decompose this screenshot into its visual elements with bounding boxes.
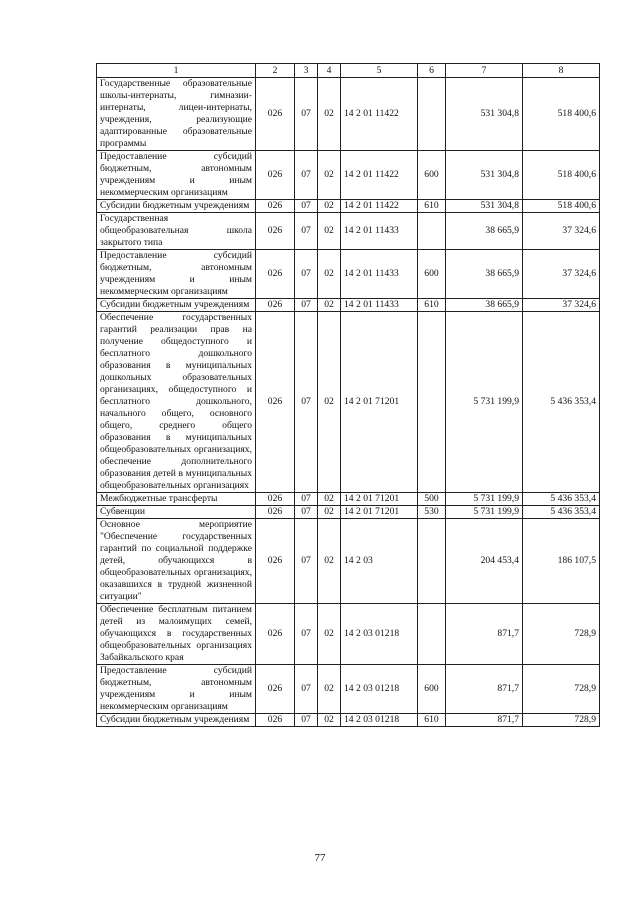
section-code: 07 xyxy=(295,151,318,200)
table-row xyxy=(97,506,600,519)
table-row xyxy=(97,299,600,312)
budget-item-name: Предоставление субсидий бюджетным, автономным учреждениям и иным некоммерческим организациям xyxy=(97,665,256,714)
amount-column-8: 5 436 353,4 xyxy=(523,506,600,519)
subsection-code: 02 xyxy=(318,250,341,299)
target-article-code: 14 2 01 71201 xyxy=(341,493,418,506)
budget-item-name: Государственные образовательные школы-интернаты, гимназии-интернаты, лицеи-интернаты, учреждения, реализующие адаптированные образовательные программы xyxy=(97,78,256,151)
subsection-code: 02 xyxy=(318,665,341,714)
ministry-code: 026 xyxy=(256,250,295,299)
ministry-code: 026 xyxy=(256,213,295,250)
table-row xyxy=(97,519,600,604)
amount-column-8: 37 324,6 xyxy=(523,213,600,250)
subsection-code: 02 xyxy=(318,299,341,312)
amount-column-8: 518 400,6 xyxy=(523,200,600,213)
target-article-code: 14 2 01 11422 xyxy=(341,78,418,151)
amount-column-8: 518 400,6 xyxy=(523,151,600,200)
subsection-code: 02 xyxy=(318,506,341,519)
target-article-code: 14 2 01 11422 xyxy=(341,151,418,200)
table-row xyxy=(97,665,600,714)
budget-item-name: Предоставление субсидий бюджетным, автономным учреждениям и иным некоммерческим организациям xyxy=(97,151,256,200)
subsection-code: 02 xyxy=(318,519,341,604)
target-article-code: 14 2 01 11433 xyxy=(341,299,418,312)
expense-type-code: 600 xyxy=(418,151,446,200)
table-row xyxy=(97,151,600,200)
target-article-code: 14 2 03 01218 xyxy=(341,604,418,665)
table-row xyxy=(97,78,600,151)
amount-column-7: 531 304,8 xyxy=(446,78,523,151)
amount-column-7: 204 453,4 xyxy=(446,519,523,604)
table-row xyxy=(97,493,600,506)
column-number-row xyxy=(97,64,600,78)
target-article-code: 14 2 03 01218 xyxy=(341,665,418,714)
target-article-code: 14 2 01 71201 xyxy=(341,312,418,493)
expense-type-code: 530 xyxy=(418,506,446,519)
amount-column-8: 518 400,6 xyxy=(523,78,600,151)
table-body xyxy=(97,78,600,727)
section-code: 07 xyxy=(295,299,318,312)
ministry-code: 026 xyxy=(256,506,295,519)
budget-item-name: Субсидии бюджетным учреждениям xyxy=(97,299,256,312)
subsection-code: 02 xyxy=(318,493,341,506)
target-article-code: 14 2 03 01218 xyxy=(341,714,418,727)
section-code: 07 xyxy=(295,665,318,714)
column-header: 7 xyxy=(446,64,523,78)
section-code: 07 xyxy=(295,604,318,665)
ministry-code: 026 xyxy=(256,299,295,312)
budget-item-name: Обеспечение государственных гарантий реализации прав на получение общедоступного и бесплатного дошкольного образования в муниципальных дошкольных образовательных организациях, общедоступного и бесплатного дошкольного, начального общего, основного общего, среднего общего образования в муниципальных общеобразовательных организациях, обеспечение дополнительного образования детей в муниципальных общеобразовательных организациях xyxy=(97,312,256,493)
target-article-code: 14 2 01 11433 xyxy=(341,213,418,250)
section-code: 07 xyxy=(295,78,318,151)
amount-column-7: 38 665,9 xyxy=(446,250,523,299)
expense-type-code xyxy=(418,604,446,665)
ministry-code: 026 xyxy=(256,200,295,213)
ministry-code: 026 xyxy=(256,78,295,151)
subsection-code: 02 xyxy=(318,312,341,493)
table-row xyxy=(97,250,600,299)
ministry-code: 026 xyxy=(256,604,295,665)
column-header: 3 xyxy=(295,64,318,78)
amount-column-7: 871,7 xyxy=(446,604,523,665)
budget-item-name: Основное мероприятие "Обеспечение государственных гарантий по социальной поддержке детей, обучающихся в общеобразовательных организациях, оказавшихся в трудной жизненной ситуации" xyxy=(97,519,256,604)
budget-item-name: Межбюджетные трансферты xyxy=(97,493,256,506)
amount-column-8: 37 324,6 xyxy=(523,299,600,312)
section-code: 07 xyxy=(295,213,318,250)
amount-column-7: 871,7 xyxy=(446,665,523,714)
target-article-code: 14 2 01 71201 xyxy=(341,506,418,519)
table-row xyxy=(97,200,600,213)
ministry-code: 026 xyxy=(256,312,295,493)
target-article-code: 14 2 03 xyxy=(341,519,418,604)
expense-type-code: 610 xyxy=(418,714,446,727)
expense-type-code xyxy=(418,78,446,151)
budget-item-name: Государственная общеобразовательная школа закрытого типа xyxy=(97,213,256,250)
section-code: 07 xyxy=(295,200,318,213)
expense-type-code xyxy=(418,213,446,250)
table-row xyxy=(97,213,600,250)
expense-type-code: 610 xyxy=(418,200,446,213)
budget-item-name: Субсидии бюджетным учреждениям xyxy=(97,714,256,727)
ministry-code: 026 xyxy=(256,151,295,200)
amount-column-8: 728,9 xyxy=(523,604,600,665)
expense-type-code xyxy=(418,312,446,493)
amount-column-8: 186 107,5 xyxy=(523,519,600,604)
target-article-code: 14 2 01 11422 xyxy=(341,200,418,213)
expense-type-code: 610 xyxy=(418,299,446,312)
column-header: 2 xyxy=(256,64,295,78)
budget-item-name: Обеспечение бесплатным питанием детей из малоимущих семей, обучающихся в государственных общеобразовательных организациях Забайкальского края xyxy=(97,604,256,665)
amount-column-7: 871,7 xyxy=(446,714,523,727)
budget-item-name: Субсидии бюджетным учреждениям xyxy=(97,200,256,213)
subsection-code: 02 xyxy=(318,213,341,250)
section-code: 07 xyxy=(295,312,318,493)
amount-column-8: 5 436 353,4 xyxy=(523,493,600,506)
table-row xyxy=(97,604,600,665)
amount-column-7: 38 665,9 xyxy=(446,299,523,312)
section-code: 07 xyxy=(295,714,318,727)
amount-column-7: 5 731 199,9 xyxy=(446,506,523,519)
subsection-code: 02 xyxy=(318,151,341,200)
ministry-code: 026 xyxy=(256,714,295,727)
subsection-code: 02 xyxy=(318,604,341,665)
page-number: 77 xyxy=(314,852,326,864)
amount-column-8: 37 324,6 xyxy=(523,250,600,299)
amount-column-7: 38 665,9 xyxy=(446,213,523,250)
amount-column-8: 728,9 xyxy=(523,665,600,714)
ministry-code: 026 xyxy=(256,493,295,506)
expense-type-code: 500 xyxy=(418,493,446,506)
budget-item-name: Субвенции xyxy=(97,506,256,519)
section-code: 07 xyxy=(295,519,318,604)
ministry-code: 026 xyxy=(256,665,295,714)
target-article-code: 14 2 01 11433 xyxy=(341,250,418,299)
section-code: 07 xyxy=(295,250,318,299)
column-header: 8 xyxy=(523,64,600,78)
expense-type-code: 600 xyxy=(418,665,446,714)
column-header: 5 xyxy=(341,64,418,78)
amount-column-7: 531 304,8 xyxy=(446,200,523,213)
section-code: 07 xyxy=(295,493,318,506)
ministry-code: 026 xyxy=(256,519,295,604)
table-row xyxy=(97,312,600,493)
amount-column-7: 5 731 199,9 xyxy=(446,493,523,506)
subsection-code: 02 xyxy=(318,714,341,727)
column-header: 4 xyxy=(318,64,341,78)
amount-column-8: 5 436 353,4 xyxy=(523,312,600,493)
amount-column-7: 5 731 199,9 xyxy=(446,312,523,493)
expense-type-code xyxy=(418,519,446,604)
budget-item-name: Предоставление субсидий бюджетным, автономным учреждениям и иным некоммерческим организациям xyxy=(97,250,256,299)
subsection-code: 02 xyxy=(318,78,341,151)
table-row xyxy=(97,714,600,727)
expense-type-code: 600 xyxy=(418,250,446,299)
section-code: 07 xyxy=(295,506,318,519)
subsection-code: 02 xyxy=(318,200,341,213)
column-header: 6 xyxy=(418,64,446,78)
column-header: 1 xyxy=(97,64,256,78)
amount-column-7: 531 304,8 xyxy=(446,151,523,200)
amount-column-8: 728,9 xyxy=(523,714,600,727)
budget-table xyxy=(96,63,600,727)
